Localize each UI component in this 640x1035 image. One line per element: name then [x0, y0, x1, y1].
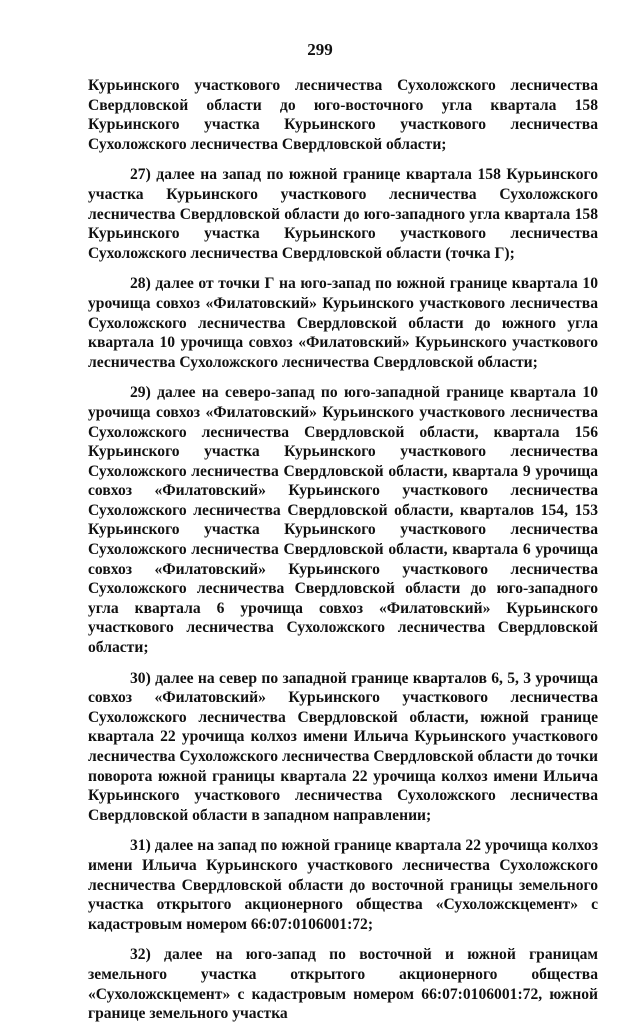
page-number: 299	[307, 40, 333, 59]
paragraph-continuation: Курьинского участкового лесничества Сухоложского лесничества Свердловской области до юго-восточного угла квартала 158 Курьинского участка Курьинского участкового лесничества Сухоложского лесничества Свердловской области;	[88, 77, 598, 153]
paragraph-item-27: 27) далее на запад по южной границе квартала 158 Курьинского участка Курьинского участкового лесничества Сухоложского лесничества Свердловской области до юго-западного угла квартала 158 Курьинского участка Курьинского участкового лесничества Сухоложского лесничества Свердловской области (точка Г);	[88, 166, 598, 262]
paragraph-item-32: 32) далее на юго-запад по восточной и южной границам земельного участка открытого акционерного общества «Сухоложскцемент» с кадастровым номером 66:07:0106001:72, южной границе земельного участка	[88, 946, 598, 1023]
paragraph-item-30: 30) далее на север по западной границе кварталов 6, 5, 3 урочища совхоз «Филатовский» Курьинского участкового лесничества Сухоложского лесничества Свердловской области, южной границе квартала 22 урочища колхоз имени Ильича Курьинского участкового лесничества Сухоложского лесничества Свердловской области до точки поворота южной границы квартала 22 урочища колхоз имени Ильича Курьинского участкового лесничества Сухоложского лесничества Свердловской области в западном направлении;	[88, 669, 598, 824]
document-body	[88, 76, 598, 1035]
paragraph-item-31: 31) далее на запад по южной границе квартала 22 урочища колхоз имени Ильича Курьинского участкового лесничества Сухоложского лесничества Свердловской области до восточной границы земельного участка открытого акционерного общества «Сухоложскцемент» с кадастровым номером 66:07:0106001:72;	[88, 837, 598, 933]
paragraph-item-29: 29) далее на северо-запад по юго-западной границе квартала 10 урочища совхоз «Филатовский» Курьинского участкового лесничества Сухоложского лесничества Свердловской области, квартала 156 Курьинского участка Курьинского участкового лесничества Сухоложского лесничества Свердловской области, квартала 9 урочища совхоз «Филатовский» Курьинского участкового лесничества Сухоложского лесничества Свердловской области, кварталов 154, 153 Курьинского участка Курьинского участкового лесничества Сухоложского лесничества Свердловской области, квартала 6 урочища совхоз «Филатовский» Курьинского участкового лесничества Сухоложского лесничества Свердловской области до юго-западного угла квартала 6 урочища совхоз «Филатовский» Курьинского участкового лесничества Сухоложского лесничества Свердловской области;	[88, 384, 598, 657]
paragraph-item-28: 28) далее от точки Г на юго-запад по южной границе квартала 10 урочища совхоз «Филатовский» Курьинского участкового лесничества Сухоложского лесничества Свердловской области до южного угла квартала 10 урочища совхоз «Филатовский» Курьинского участкового лесничества Сухоложского лесничества Свердловской области;	[88, 275, 598, 371]
